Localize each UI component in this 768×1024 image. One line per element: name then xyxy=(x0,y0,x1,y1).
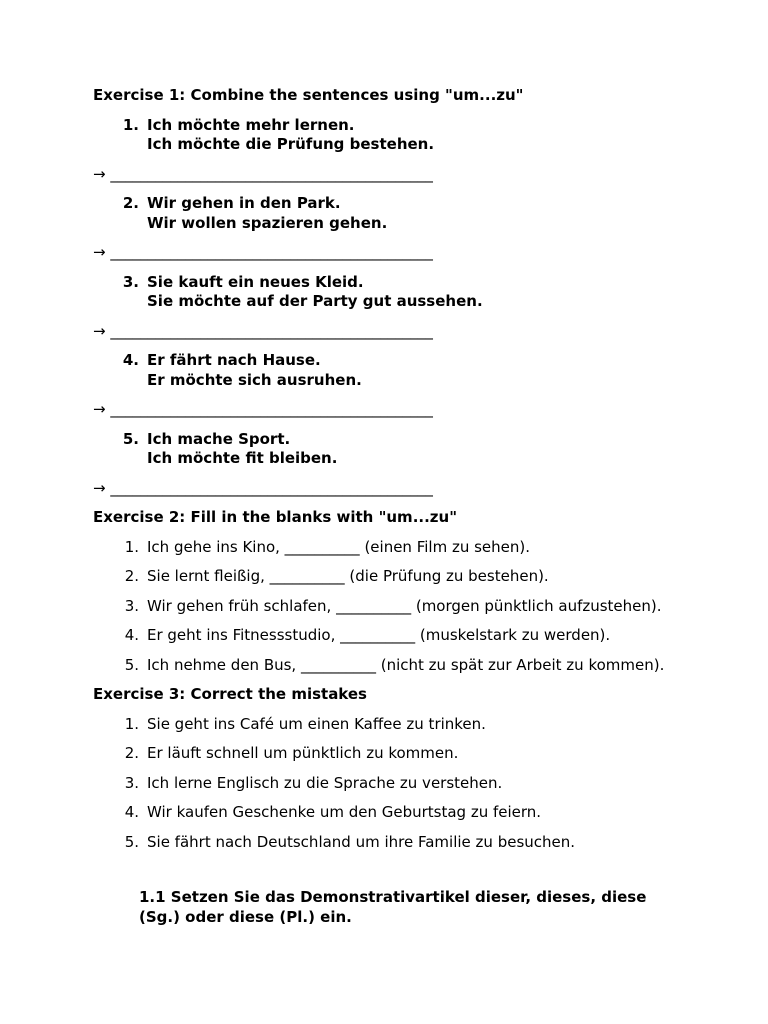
worksheet-page xyxy=(93,86,733,927)
section-1-1-line-1: 1.1 Setzen Sie das Demonstrativartikel dieser, dieses, diese xyxy=(139,888,647,906)
item-number: 2. xyxy=(124,567,139,585)
answer-line-4: → ___________________________________________ xyxy=(93,400,433,418)
exercise-1-heading: Exercise 1: Combine the sentences using "um...zu" xyxy=(93,86,524,104)
item-number: 3. xyxy=(124,596,139,615)
exercise-2-item-5 xyxy=(93,656,733,676)
answer-line-2: → ___________________________________________ xyxy=(93,243,433,261)
item-text: Ich lerne Englisch zu die Sprache zu verstehen. xyxy=(147,773,503,792)
exercise-3-heading: Exercise 3: Correct the mistakes xyxy=(93,685,367,703)
item-number: 5. xyxy=(124,655,139,674)
item-text: Wir kaufen Geschenke um den Geburtstag zu feiern. xyxy=(147,803,542,821)
item-text: Wir gehen früh schlafen, __________ (morgen pünktlich aufzustehen). xyxy=(147,596,662,615)
exercise-3-item-4 xyxy=(93,803,733,823)
sentence-2: Er möchte sich ausruhen. xyxy=(147,370,362,389)
item-text: Er läuft schnell um pünktlich zu kommen. xyxy=(147,744,459,762)
item-number: 4. xyxy=(122,351,139,369)
exercise-3-item-3 xyxy=(93,774,733,794)
exercise-1-item-5 xyxy=(93,430,733,469)
exercise-1-item-1 xyxy=(93,116,733,155)
exercise-2-heading: Exercise 2: Fill in the blanks with "um...zu" xyxy=(93,508,458,526)
exercise-1-item-4 xyxy=(93,351,733,390)
sentence-2: Sie möchte auf der Party gut aussehen. xyxy=(147,292,483,310)
sentence-1: Ich möchte mehr lernen. xyxy=(147,115,355,134)
item-number: 1. xyxy=(124,537,139,556)
item-number: 4. xyxy=(124,626,139,644)
section-1-1-heading xyxy=(139,888,733,927)
sentence-2: Ich möchte fit bleiben. xyxy=(147,449,338,467)
item-number: 4. xyxy=(124,803,139,821)
answer-line-5: → ___________________________________________ xyxy=(93,478,433,497)
exercise-2-item-1 xyxy=(93,538,733,558)
exercise-3-item-2 xyxy=(93,744,733,764)
item-number: 2. xyxy=(122,194,139,212)
item-number: 2. xyxy=(124,744,139,762)
exercise-1-item-2 xyxy=(93,194,733,233)
exercise-1-item-3 xyxy=(93,273,733,312)
item-text: Sie geht ins Café um einen Kaffee zu trinken. xyxy=(147,714,486,733)
exercise-2-item-2 xyxy=(93,567,733,587)
exercise-2-item-3 xyxy=(93,597,733,617)
exercise-3-item-5 xyxy=(93,833,733,853)
item-number: 3. xyxy=(122,272,139,291)
section-1-1-line-2: (Sg.) oder diese (Pl.) ein. xyxy=(139,907,352,926)
exercise-2-item-4 xyxy=(93,626,733,646)
answer-line-1: → ___________________________________________ xyxy=(93,164,433,183)
item-text: Sie fährt nach Deutschland um ihre Familie zu besuchen. xyxy=(147,832,576,851)
answer-line-3: → ___________________________________________ xyxy=(93,321,433,340)
item-number: 3. xyxy=(124,773,139,792)
item-number: 5. xyxy=(124,832,139,851)
sentence-1: Wir gehen in den Park. xyxy=(147,194,341,212)
item-text: Ich nehme den Bus, __________ (nicht zu spät zur Arbeit zu kommen). xyxy=(147,655,665,674)
sentence-1: Sie kauft ein neues Kleid. xyxy=(147,272,364,291)
sentence-2: Ich möchte die Prüfung bestehen. xyxy=(147,135,435,153)
sentence-1: Ich mache Sport. xyxy=(147,429,291,448)
exercise-3-item-1 xyxy=(93,715,733,735)
sentence-2: Wir wollen spazieren gehen. xyxy=(147,213,388,232)
item-text: Ich gehe ins Kino, __________ (einen Film zu sehen). xyxy=(147,537,531,556)
item-number: 1. xyxy=(124,714,139,733)
item-text: Sie lernt fleißig, __________ (die Prüfung zu bestehen). xyxy=(147,567,549,585)
item-number: 5. xyxy=(122,429,139,448)
item-number: 1. xyxy=(122,115,139,134)
sentence-1: Er fährt nach Hause. xyxy=(147,351,321,369)
item-text: Er geht ins Fitnessstudio, __________ (muskelstark zu werden). xyxy=(147,626,611,644)
